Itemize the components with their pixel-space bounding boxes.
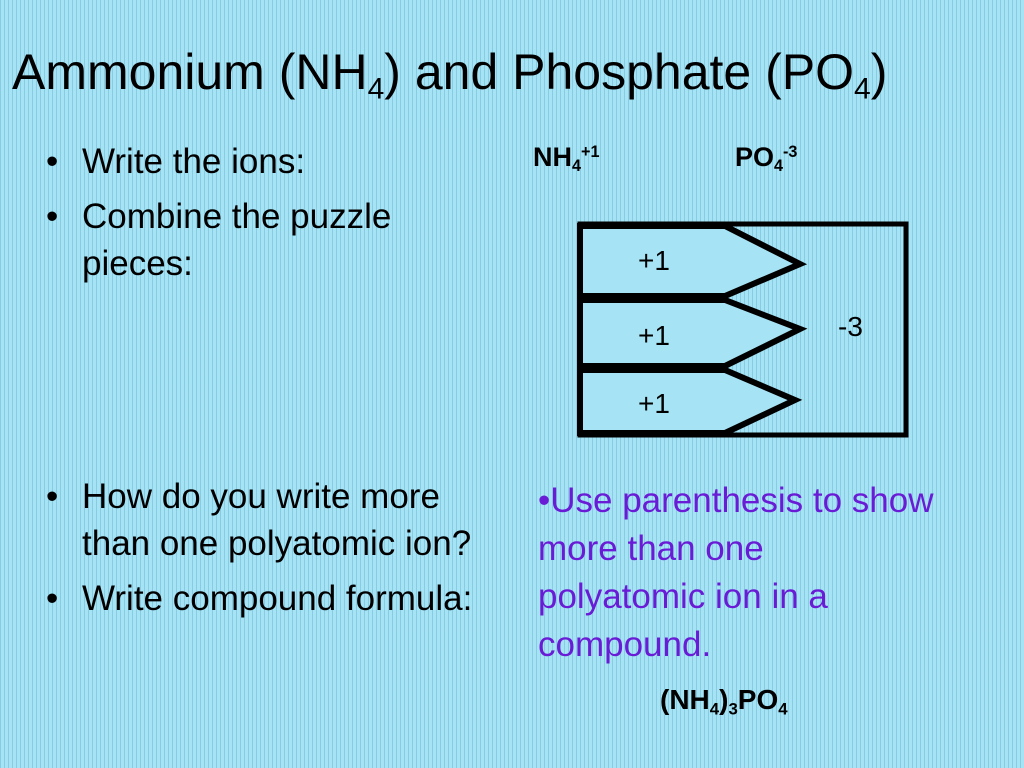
ion-phosphate: $PO_4^{-3}$ <box>735 142 798 176</box>
slide-title: Ammonium $(NH_4)$ and Phosphate $(PO_4)$ <box>12 44 888 106</box>
piece-charge-label: +1 <box>638 388 670 419</box>
bullet-combine-pieces: • Combine the puzzle pieces: <box>42 193 482 287</box>
ammonium-puzzle-piece-3 <box>580 370 795 433</box>
bullet-question: • How do you write more than one polyatomic ion? <box>42 473 512 567</box>
phosphate-charge-label: -3 <box>838 311 863 342</box>
ion-ammonium: $NH_4^{+1}$ <box>533 142 600 176</box>
piece-charge-label: +1 <box>638 245 670 276</box>
answer-note: •Use parenthesis to show more than one polyatomic ion in a compound. <box>538 481 934 664</box>
compound-formula: $(NH_4)_3PO_4$ <box>660 684 788 719</box>
ammonium-puzzle-piece-2 <box>580 300 800 366</box>
bullet-list-top <box>42 138 482 295</box>
bullet-dot: • <box>46 142 59 181</box>
bullet-dot: • <box>46 579 59 618</box>
bullet-write-ions: • Write the ions: <box>42 138 482 185</box>
bullet-dot: • <box>46 197 59 236</box>
ion-puzzle-diagram <box>570 212 915 444</box>
bullet-list-bottom <box>42 473 512 630</box>
piece-charge-label: +1 <box>638 320 670 351</box>
bullet-write-formula: • Write compound formula: <box>42 575 512 622</box>
ammonium-puzzle-piece-1 <box>580 226 800 296</box>
bullet-dot: • <box>46 477 59 516</box>
